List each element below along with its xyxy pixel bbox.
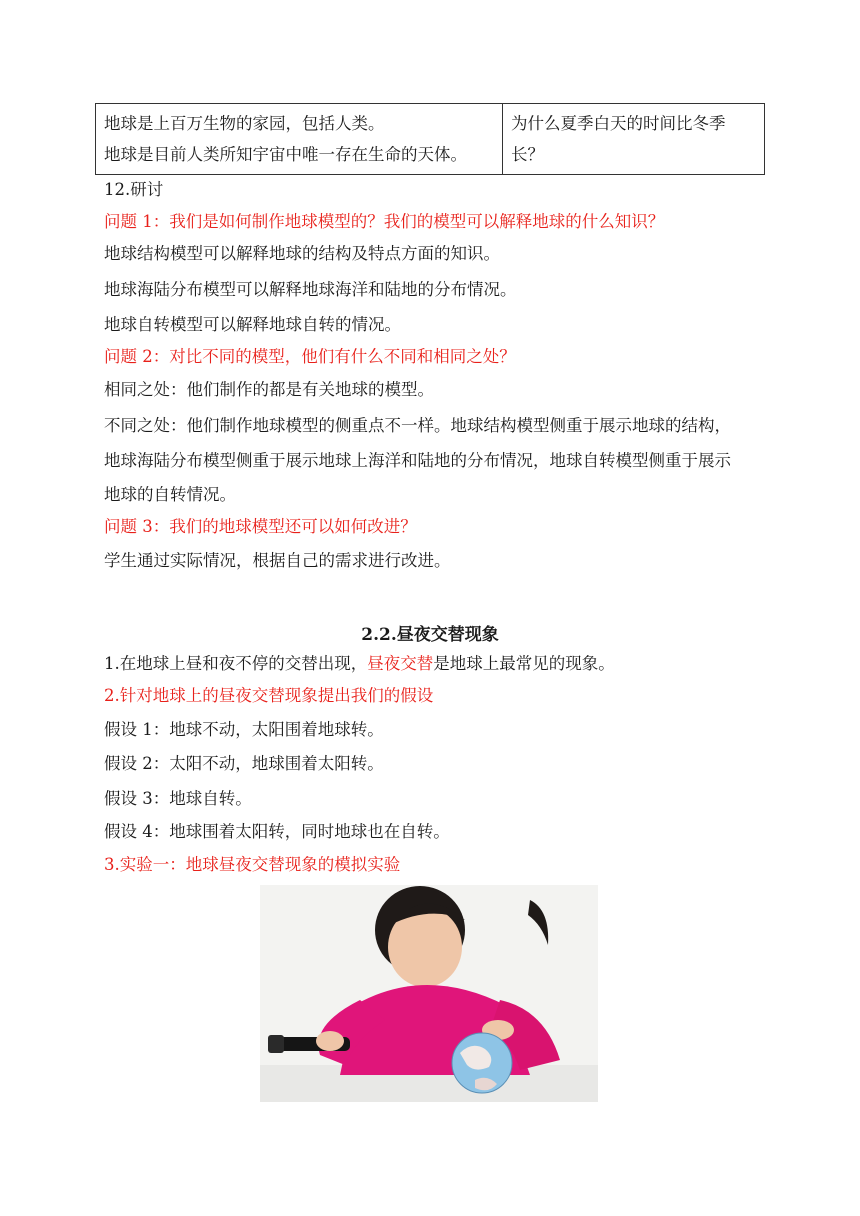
hypothesis-item: 假设 1：地球不动，太阳围着地球转。 <box>104 720 384 739</box>
answer-line: 地球结构模型可以解释地球的结构及特点方面的知识。 <box>104 244 500 263</box>
paragraph-text: 1.在地球上昼和夜不停的交替出现， <box>104 654 368 673</box>
question-2: 问题 2：对比不同的模型，他们有什么不同和相同之处？ <box>104 347 516 366</box>
answer-line: 地球海陆分布模型可以解释地球海洋和陆地的分布情况。 <box>104 280 517 299</box>
hypothesis-item: 假设 2：太阳不动，地球围着太阳转。 <box>104 754 384 773</box>
answer-line: 相同之处：他们制作的都是有关地球的模型。 <box>104 380 434 399</box>
summary-table <box>95 103 765 175</box>
answer-line: 地球的自转情况。 <box>104 485 236 504</box>
table-row <box>96 104 765 175</box>
answer-line: 地球海陆分布模型侧重于展示地球上海洋和陆地的分布情况，地球自转模型侧重于展示 <box>104 451 731 470</box>
highlight-term: 昼夜交替 <box>367 654 434 673</box>
question-1: 问题 1：我们是如何制作地球模型的？我们的模型可以解释地球的什么知识？ <box>104 212 665 231</box>
paragraph-text: 是地球上最常见的现象。 <box>433 654 615 673</box>
section-heading: 2.2.昼夜交替现象 <box>361 625 499 645</box>
paragraph-3: 3.实验一：地球昼夜交替现象的模拟实验 <box>104 855 401 874</box>
paragraph-2: 2.针对地球上的昼夜交替现象提出我们的假设 <box>104 686 434 705</box>
experiment-photo <box>260 885 598 1102</box>
table-cell-question <box>503 104 765 175</box>
girl-with-globe-illustration <box>260 885 598 1102</box>
paragraph-1 <box>104 654 615 674</box>
question-3: 问题 3：我们的地球模型还可以如何改进？ <box>104 517 417 536</box>
table-cell-line: 地球是上百万生物的家园，包括人类。 <box>104 114 385 133</box>
answer-line: 地球自转模型可以解释地球自转的情况。 <box>104 315 401 334</box>
answer-line: 学生通过实际情况，根据自己的需求进行改进。 <box>104 551 451 570</box>
table-cell-line: 地球是目前人类所知宇宙中唯一存在生命的天体。 <box>104 145 467 164</box>
table-cell-line: 为什么夏季白天的时间比冬季 <box>511 114 726 133</box>
hypothesis-item: 假设 4：地球围着太阳转，同时地球也在自转。 <box>104 822 450 841</box>
section-title: 12.研讨 <box>104 180 164 199</box>
table-cell-facts <box>96 104 503 175</box>
answer-line: 不同之处：他们制作地球模型的侧重点不一样。地球结构模型侧重于展示地球的结构， <box>104 416 731 435</box>
hypothesis-item: 假设 3：地球自转。 <box>104 789 252 808</box>
table-cell-line: 长？ <box>511 145 544 164</box>
